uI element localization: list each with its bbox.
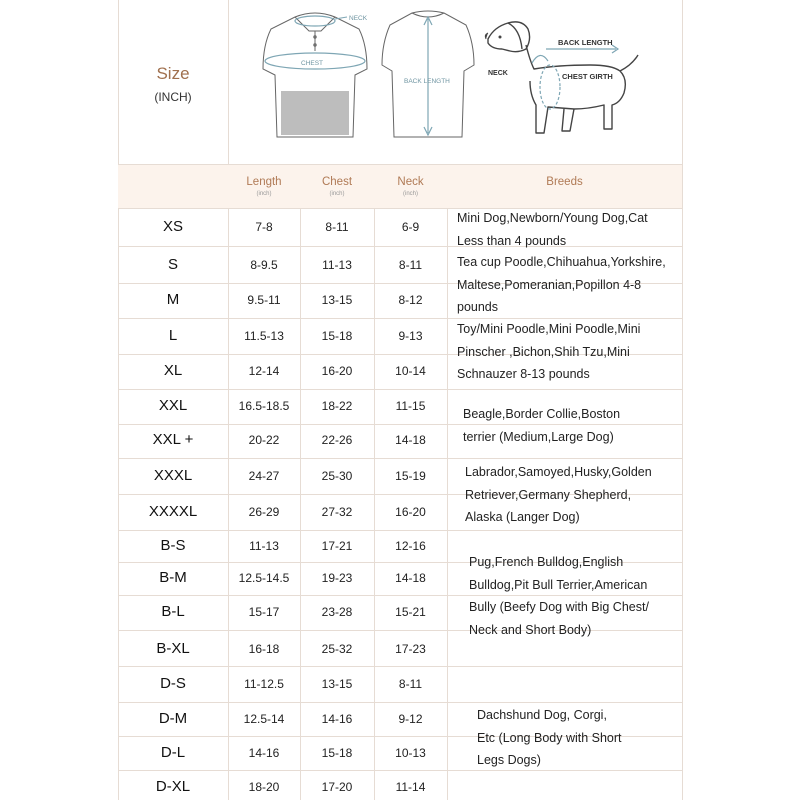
grid-line bbox=[118, 164, 682, 165]
neck-cell: 9-12 bbox=[398, 712, 423, 726]
neck-cell: 9-13 bbox=[398, 329, 423, 343]
grid-line bbox=[682, 0, 683, 800]
shirt-back-illustration bbox=[378, 5, 478, 150]
chest-cell: 16-20 bbox=[321, 364, 353, 378]
dog-chest-girth-label: CHEST GIRTH bbox=[562, 72, 613, 81]
length-cell: 18-20 bbox=[248, 780, 280, 794]
chest-cell: 18-22 bbox=[321, 399, 353, 413]
size-cell: XS bbox=[162, 218, 183, 235]
grid-line bbox=[118, 389, 682, 390]
length-cell: 14-16 bbox=[248, 746, 280, 760]
neck-cell: 8-12 bbox=[398, 293, 423, 307]
size-cell: D-XL bbox=[155, 778, 191, 795]
neck-cell: 11-15 bbox=[395, 399, 426, 413]
size-cell: D-L bbox=[160, 744, 186, 761]
size-cell: XXXL bbox=[153, 467, 193, 484]
chest-cell: 14-16 bbox=[321, 712, 353, 726]
chest-cell: 13-15 bbox=[321, 677, 353, 691]
neck-cell: 6-9 bbox=[401, 220, 420, 234]
length-cell: 7-8 bbox=[255, 220, 273, 234]
dog-back-length-label: BACK LENGTH bbox=[558, 38, 613, 47]
breeds-line: Beagle,Border Collie,Boston bbox=[463, 407, 621, 421]
back-length-label: BACK LENGTH bbox=[404, 78, 450, 85]
chest-cell: 13-15 bbox=[321, 293, 353, 307]
size-cell: L bbox=[168, 327, 178, 344]
size-cell: B-XL bbox=[156, 640, 190, 657]
neck-cell: 15-19 bbox=[395, 469, 426, 483]
breeds-header-label: Breeds bbox=[546, 176, 583, 188]
chest-cell: 15-18 bbox=[321, 329, 353, 343]
breeds-line: Neck and Short Body) bbox=[469, 622, 592, 637]
length-header-label: Length bbox=[246, 176, 282, 188]
breeds-line: Alaska (Langer Dog) bbox=[465, 510, 580, 524]
length-header bbox=[228, 176, 300, 197]
chest-header-label: Chest bbox=[321, 176, 353, 188]
neck-label: NECK bbox=[349, 15, 368, 22]
breeds-line: Pug,French Bulldog,English bbox=[469, 555, 624, 569]
breeds-line: Retriever,Germany Shepherd, bbox=[465, 487, 632, 502]
size-cell: B-S bbox=[160, 537, 186, 554]
breeds-cell bbox=[463, 403, 620, 448]
neck-cell: 10-14 bbox=[395, 364, 426, 378]
neck-header-label: Neck bbox=[397, 176, 424, 188]
length-cell: 26-29 bbox=[248, 505, 280, 519]
dog-illustration bbox=[478, 5, 658, 150]
chest-cell: 19-23 bbox=[321, 571, 353, 585]
length-unit: (inch) bbox=[256, 191, 272, 197]
chest-cell: 11-13 bbox=[322, 258, 352, 272]
neck-cell: 16-20 bbox=[395, 505, 426, 519]
breeds-cell bbox=[457, 318, 640, 386]
length-cell: 8-9.5 bbox=[250, 258, 278, 272]
neck-cell: 12-16 bbox=[395, 539, 426, 553]
length-cell: 20-22 bbox=[248, 433, 280, 447]
chest-unit: (inch) bbox=[329, 191, 345, 197]
length-cell: 16-18 bbox=[248, 642, 280, 656]
size-cell: XXL + bbox=[152, 431, 194, 448]
size-cell: D-M bbox=[158, 710, 188, 727]
length-cell: 12.5-14.5 bbox=[238, 571, 290, 585]
size-unit: (INCH) bbox=[154, 90, 192, 104]
chest-cell: 27-32 bbox=[321, 505, 353, 519]
breeds-cell bbox=[457, 251, 666, 319]
size-title: Size bbox=[156, 64, 190, 83]
neck-cell: 8-11 bbox=[398, 677, 423, 691]
length-cell: 12-14 bbox=[248, 364, 280, 378]
chest-label: CHEST bbox=[301, 60, 324, 67]
breeds-line: Maltese,Pomeranian,Popillon 4-8 bbox=[457, 277, 642, 292]
chest-cell: 8-11 bbox=[325, 220, 349, 234]
neck-cell: 14-18 bbox=[395, 433, 426, 447]
breeds-line: Mini Dog,Newborn/Young Dog,Cat bbox=[457, 211, 648, 225]
breeds-line: Schnauzer 8-13 pounds bbox=[457, 367, 590, 381]
grid-line bbox=[118, 458, 682, 459]
grid-line bbox=[118, 666, 682, 667]
neck-cell: 10-13 bbox=[395, 746, 426, 760]
breeds-cell bbox=[469, 551, 649, 641]
shirt-front-illustration bbox=[255, 5, 375, 150]
chest-cell: 17-20 bbox=[321, 780, 353, 794]
size-cell: B-M bbox=[159, 569, 187, 586]
size-cell: XL bbox=[163, 362, 183, 379]
breeds-line: Labrador,Samoyed,Husky,Golden bbox=[465, 465, 652, 479]
chest-cell: 15-18 bbox=[321, 746, 353, 760]
breeds-line: terrier (Medium,Large Dog) bbox=[463, 429, 614, 444]
breeds-header bbox=[447, 176, 682, 188]
breeds-cell bbox=[477, 704, 622, 772]
breeds-cell bbox=[465, 461, 652, 529]
size-cell: D-S bbox=[160, 675, 186, 692]
breeds-line: Pinscher ,Bichon,Shih Tzu,Mini bbox=[457, 344, 630, 359]
length-cell: 24-27 bbox=[248, 469, 280, 483]
chest-cell: 17-21 bbox=[321, 539, 353, 553]
grid-line bbox=[447, 164, 448, 800]
breeds-line: pounds bbox=[457, 300, 499, 314]
length-cell: 11-12.5 bbox=[244, 677, 284, 691]
chest-cell: 22-26 bbox=[321, 433, 353, 447]
length-cell: 12.5-14 bbox=[243, 712, 285, 726]
breeds-line: Less than 4 pounds bbox=[457, 233, 567, 248]
chest-header bbox=[300, 176, 374, 197]
chest-cell: 25-30 bbox=[321, 469, 353, 483]
length-cell: 11.5-13 bbox=[244, 329, 284, 343]
dog-neck-label: NECK bbox=[488, 70, 508, 77]
length-cell: 9.5-11 bbox=[247, 293, 281, 307]
chest-cell: 25-32 bbox=[321, 642, 353, 656]
neck-cell: 11-14 bbox=[395, 780, 426, 794]
neck-cell: 14-18 bbox=[395, 571, 426, 585]
breeds-line: Etc (Long Body with Short bbox=[477, 730, 622, 745]
breeds-line: Bully (Beefy Dog with Big Chest/ bbox=[469, 600, 649, 614]
neck-cell: 17-23 bbox=[395, 642, 426, 656]
neck-header bbox=[374, 176, 447, 197]
size-cell: XXL bbox=[158, 397, 188, 414]
breeds-line: Toy/Mini Poodle,Mini Poodle,Mini bbox=[457, 322, 641, 336]
length-cell: 16.5-18.5 bbox=[238, 399, 290, 413]
size-cell: XXXXL bbox=[148, 503, 198, 520]
breeds-line: Dachshund Dog, Corgi, bbox=[477, 708, 607, 722]
size-cell: B-L bbox=[161, 603, 185, 620]
size-cell: M bbox=[166, 291, 180, 308]
size-cell: S bbox=[167, 256, 178, 273]
neck-cell: 8-11 bbox=[398, 258, 423, 272]
grid-line bbox=[118, 530, 682, 531]
neck-unit: (inch) bbox=[402, 191, 418, 197]
length-cell: 15-17 bbox=[248, 605, 280, 619]
neck-cell: 15-21 bbox=[395, 605, 426, 619]
breeds-line: Tea cup Poodle,Chihuahua,Yorkshire, bbox=[457, 255, 666, 269]
breeds-line: Legs Dogs) bbox=[477, 753, 541, 767]
chest-cell: 23-28 bbox=[321, 605, 353, 619]
grid-line bbox=[118, 702, 682, 703]
length-cell: 11-13 bbox=[249, 539, 279, 553]
breeds-cell bbox=[457, 207, 648, 252]
breeds-line: Bulldog,Pit Bull Terrier,American bbox=[469, 577, 648, 592]
